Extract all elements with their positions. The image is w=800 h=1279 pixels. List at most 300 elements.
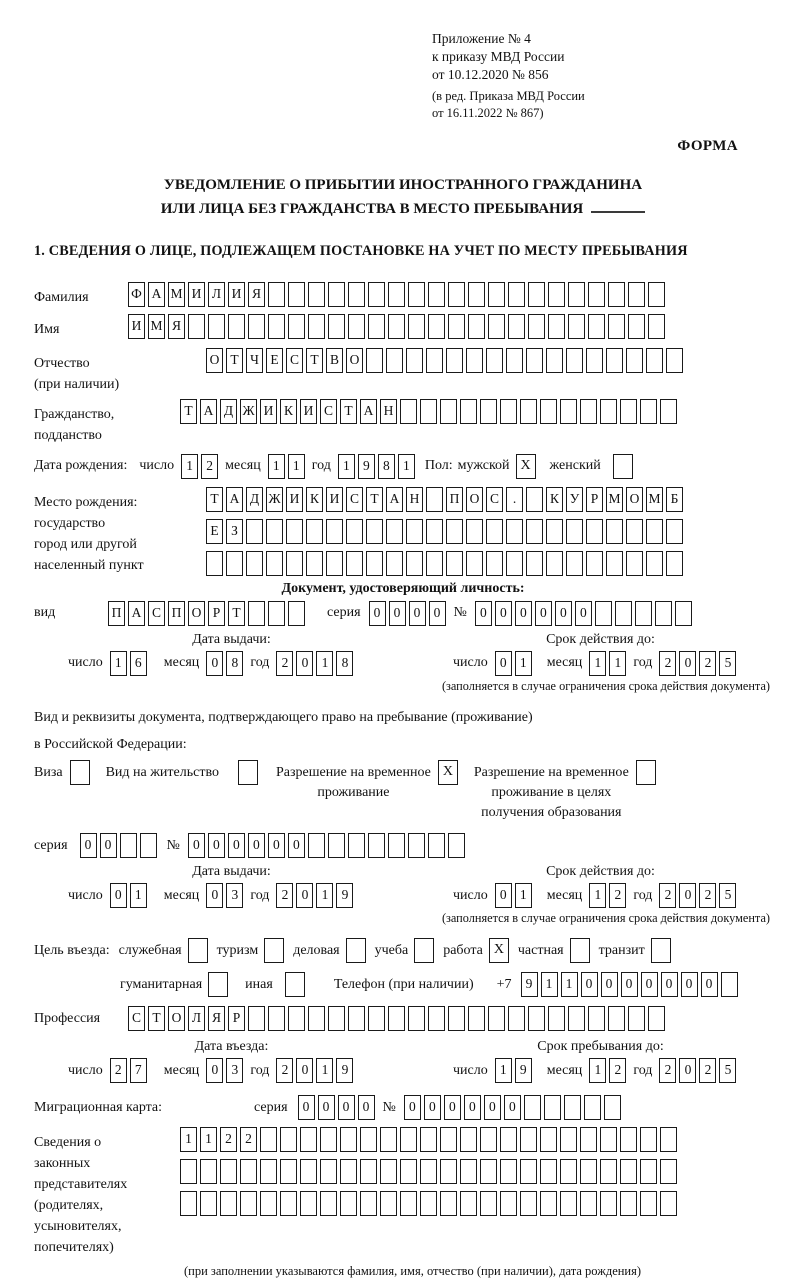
char-cell[interactable]: И xyxy=(128,314,145,339)
char-cell[interactable] xyxy=(240,1191,257,1216)
char-cell[interactable] xyxy=(448,314,465,339)
char-cell[interactable]: М xyxy=(168,282,185,307)
char-cell[interactable]: 3 xyxy=(226,883,243,908)
char-cell[interactable]: Ч xyxy=(246,348,263,373)
char-cell[interactable] xyxy=(226,551,243,576)
char-cell[interactable]: И xyxy=(286,487,303,512)
purpose-work-checkbox[interactable]: X xyxy=(489,938,509,963)
char-cell[interactable] xyxy=(626,519,643,544)
char-cell[interactable]: М xyxy=(646,487,663,512)
char-cell[interactable] xyxy=(466,551,483,576)
char-cell[interactable] xyxy=(584,1095,601,1120)
char-cell[interactable] xyxy=(588,282,605,307)
char-cell[interactable] xyxy=(620,1191,637,1216)
char-cell[interactable] xyxy=(440,1159,457,1184)
char-cell[interactable]: О xyxy=(206,348,223,373)
char-cell[interactable]: Р xyxy=(228,1006,245,1031)
char-cell[interactable] xyxy=(246,551,263,576)
char-cell[interactable]: С xyxy=(320,399,337,424)
char-cell[interactable]: 0 xyxy=(424,1095,441,1120)
char-cell[interactable] xyxy=(408,1006,425,1031)
char-cell[interactable]: О xyxy=(466,487,483,512)
char-cell[interactable] xyxy=(408,314,425,339)
char-cell[interactable]: 0 xyxy=(288,833,305,858)
char-cell[interactable] xyxy=(480,399,497,424)
char-cell[interactable]: 2 xyxy=(659,883,676,908)
char-cell[interactable]: 0 xyxy=(268,833,285,858)
char-cell[interactable] xyxy=(388,1006,405,1031)
char-cell[interactable]: 0 xyxy=(208,833,225,858)
char-cell[interactable] xyxy=(568,314,585,339)
char-cell[interactable] xyxy=(568,282,585,307)
char-cell[interactable] xyxy=(620,1159,637,1184)
char-cell[interactable]: 1 xyxy=(268,454,285,479)
char-cell[interactable]: 1 xyxy=(515,651,532,676)
char-cell[interactable]: А xyxy=(200,399,217,424)
char-cell[interactable]: В xyxy=(326,348,343,373)
char-cell[interactable] xyxy=(380,1159,397,1184)
char-cell[interactable] xyxy=(460,399,477,424)
char-cell[interactable] xyxy=(666,519,683,544)
char-cell[interactable]: 0 xyxy=(296,883,313,908)
char-cell[interactable] xyxy=(508,282,525,307)
char-cell[interactable] xyxy=(428,282,445,307)
char-cell[interactable] xyxy=(280,1191,297,1216)
char-cell[interactable]: 2 xyxy=(276,1058,293,1083)
char-cell[interactable] xyxy=(620,1127,637,1152)
char-cell[interactable] xyxy=(406,519,423,544)
char-cell[interactable] xyxy=(506,519,523,544)
char-cell[interactable]: 2 xyxy=(110,1058,127,1083)
char-cell[interactable] xyxy=(140,833,157,858)
char-cell[interactable]: 0 xyxy=(679,651,696,676)
purpose-commercial-checkbox[interactable] xyxy=(346,938,366,963)
char-cell[interactable] xyxy=(540,1191,557,1216)
char-cell[interactable]: 9 xyxy=(515,1058,532,1083)
char-cell[interactable]: 0 xyxy=(188,833,205,858)
char-cell[interactable] xyxy=(308,282,325,307)
char-cell[interactable] xyxy=(580,1159,597,1184)
char-cell[interactable] xyxy=(420,399,437,424)
char-cell[interactable] xyxy=(500,1159,517,1184)
char-cell[interactable]: 0 xyxy=(296,651,313,676)
char-cell[interactable] xyxy=(648,1006,665,1031)
char-cell[interactable]: С xyxy=(148,601,165,626)
char-cell[interactable] xyxy=(440,399,457,424)
char-cell[interactable] xyxy=(206,551,223,576)
char-cell[interactable]: 2 xyxy=(609,883,626,908)
char-cell[interactable] xyxy=(426,551,443,576)
char-cell[interactable]: О xyxy=(346,348,363,373)
visa-checkbox[interactable] xyxy=(70,760,90,785)
char-cell[interactable] xyxy=(564,1095,581,1120)
char-cell[interactable] xyxy=(595,601,612,626)
char-cell[interactable]: 1 xyxy=(338,454,355,479)
char-cell[interactable] xyxy=(640,1127,657,1152)
char-cell[interactable]: К xyxy=(280,399,297,424)
char-cell[interactable]: 6 xyxy=(130,651,147,676)
char-cell[interactable] xyxy=(346,551,363,576)
char-cell[interactable]: 5 xyxy=(719,651,736,676)
char-cell[interactable] xyxy=(560,1191,577,1216)
char-cell[interactable] xyxy=(606,348,623,373)
char-cell[interactable]: А xyxy=(226,487,243,512)
char-cell[interactable]: 8 xyxy=(226,651,243,676)
char-cell[interactable] xyxy=(500,1191,517,1216)
char-cell[interactable] xyxy=(248,601,265,626)
char-cell[interactable]: 1 xyxy=(398,454,415,479)
temp-residence-checkbox[interactable]: X xyxy=(438,760,458,785)
char-cell[interactable] xyxy=(326,551,343,576)
char-cell[interactable]: 2 xyxy=(699,1058,716,1083)
char-cell[interactable] xyxy=(520,1191,537,1216)
char-cell[interactable] xyxy=(420,1159,437,1184)
char-cell[interactable]: К xyxy=(306,487,323,512)
char-cell[interactable]: 1 xyxy=(609,651,626,676)
char-cell[interactable] xyxy=(320,1159,337,1184)
char-cell[interactable]: 0 xyxy=(228,833,245,858)
char-cell[interactable]: 9 xyxy=(336,1058,353,1083)
char-cell[interactable]: Н xyxy=(380,399,397,424)
char-cell[interactable] xyxy=(428,1006,445,1031)
char-cell[interactable] xyxy=(328,833,345,858)
char-cell[interactable] xyxy=(328,282,345,307)
char-cell[interactable]: Р xyxy=(208,601,225,626)
char-cell[interactable]: 0 xyxy=(641,972,658,997)
char-cell[interactable] xyxy=(380,1127,397,1152)
char-cell[interactable] xyxy=(386,551,403,576)
char-cell[interactable]: 0 xyxy=(581,972,598,997)
char-cell[interactable]: 0 xyxy=(298,1095,315,1120)
char-cell[interactable] xyxy=(600,1191,617,1216)
char-cell[interactable] xyxy=(248,1006,265,1031)
char-cell[interactable] xyxy=(426,348,443,373)
char-cell[interactable] xyxy=(480,1127,497,1152)
char-cell[interactable]: 0 xyxy=(206,1058,223,1083)
char-cell[interactable] xyxy=(646,519,663,544)
char-cell[interactable] xyxy=(286,551,303,576)
char-cell[interactable] xyxy=(348,282,365,307)
char-cell[interactable] xyxy=(328,314,345,339)
char-cell[interactable] xyxy=(286,519,303,544)
char-cell[interactable]: 1 xyxy=(316,883,333,908)
char-cell[interactable] xyxy=(488,314,505,339)
char-cell[interactable] xyxy=(460,1127,477,1152)
char-cell[interactable] xyxy=(675,601,692,626)
char-cell[interactable]: П xyxy=(108,601,125,626)
purpose-transit-checkbox[interactable] xyxy=(651,938,671,963)
char-cell[interactable] xyxy=(460,1159,477,1184)
char-cell[interactable] xyxy=(326,519,343,544)
char-cell[interactable]: 0 xyxy=(369,601,386,626)
char-cell[interactable] xyxy=(386,348,403,373)
char-cell[interactable] xyxy=(526,348,543,373)
char-cell[interactable] xyxy=(440,1127,457,1152)
char-cell[interactable]: С xyxy=(128,1006,145,1031)
char-cell[interactable]: 0 xyxy=(661,972,678,997)
purpose-other-checkbox[interactable] xyxy=(285,972,305,997)
char-cell[interactable]: Ж xyxy=(240,399,257,424)
char-cell[interactable] xyxy=(600,1159,617,1184)
male-checkbox[interactable]: X xyxy=(516,454,536,479)
char-cell[interactable] xyxy=(446,348,463,373)
char-cell[interactable]: 0 xyxy=(535,601,552,626)
char-cell[interactable]: 1 xyxy=(316,1058,333,1083)
char-cell[interactable]: 9 xyxy=(336,883,353,908)
purpose-tourism-checkbox[interactable] xyxy=(264,938,284,963)
char-cell[interactable]: 2 xyxy=(659,651,676,676)
char-cell[interactable] xyxy=(468,282,485,307)
char-cell[interactable] xyxy=(368,1006,385,1031)
char-cell[interactable] xyxy=(526,519,543,544)
char-cell[interactable] xyxy=(506,348,523,373)
char-cell[interactable] xyxy=(280,1159,297,1184)
char-cell[interactable]: 0 xyxy=(444,1095,461,1120)
char-cell[interactable]: Н xyxy=(406,487,423,512)
char-cell[interactable] xyxy=(360,1127,377,1152)
char-cell[interactable]: 0 xyxy=(110,883,127,908)
char-cell[interactable]: 0 xyxy=(515,601,532,626)
char-cell[interactable]: Т xyxy=(228,601,245,626)
char-cell[interactable] xyxy=(346,519,363,544)
char-cell[interactable] xyxy=(626,348,643,373)
char-cell[interactable] xyxy=(500,399,517,424)
char-cell[interactable] xyxy=(660,1191,677,1216)
char-cell[interactable]: У xyxy=(566,487,583,512)
char-cell[interactable] xyxy=(508,314,525,339)
char-cell[interactable]: 0 xyxy=(100,833,117,858)
char-cell[interactable]: 2 xyxy=(699,651,716,676)
char-cell[interactable]: С xyxy=(346,487,363,512)
char-cell[interactable] xyxy=(646,348,663,373)
char-cell[interactable] xyxy=(400,1191,417,1216)
char-cell[interactable] xyxy=(486,519,503,544)
char-cell[interactable] xyxy=(586,519,603,544)
char-cell[interactable] xyxy=(348,1006,365,1031)
char-cell[interactable] xyxy=(340,1127,357,1152)
char-cell[interactable] xyxy=(288,1006,305,1031)
char-cell[interactable]: С xyxy=(286,348,303,373)
char-cell[interactable] xyxy=(306,519,323,544)
char-cell[interactable] xyxy=(120,833,137,858)
char-cell[interactable] xyxy=(268,282,285,307)
char-cell[interactable] xyxy=(660,1159,677,1184)
char-cell[interactable] xyxy=(480,1159,497,1184)
char-cell[interactable]: 5 xyxy=(719,1058,736,1083)
char-cell[interactable] xyxy=(388,282,405,307)
char-cell[interactable] xyxy=(640,399,657,424)
char-cell[interactable]: 0 xyxy=(404,1095,421,1120)
female-checkbox[interactable] xyxy=(613,454,633,479)
char-cell[interactable] xyxy=(468,1006,485,1031)
char-cell[interactable] xyxy=(568,1006,585,1031)
char-cell[interactable] xyxy=(426,487,443,512)
char-cell[interactable] xyxy=(348,833,365,858)
char-cell[interactable] xyxy=(188,314,205,339)
char-cell[interactable]: Я xyxy=(168,314,185,339)
char-cell[interactable] xyxy=(340,1191,357,1216)
char-cell[interactable]: 5 xyxy=(719,883,736,908)
char-cell[interactable]: 0 xyxy=(495,651,512,676)
char-cell[interactable] xyxy=(640,1159,657,1184)
char-cell[interactable]: 1 xyxy=(589,651,606,676)
char-cell[interactable] xyxy=(546,348,563,373)
char-cell[interactable] xyxy=(520,399,537,424)
char-cell[interactable]: М xyxy=(606,487,623,512)
purpose-business-checkbox[interactable] xyxy=(188,938,208,963)
char-cell[interactable] xyxy=(500,1127,517,1152)
char-cell[interactable] xyxy=(428,314,445,339)
char-cell[interactable]: Д xyxy=(220,399,237,424)
char-cell[interactable] xyxy=(506,551,523,576)
char-cell[interactable] xyxy=(260,1191,277,1216)
char-cell[interactable] xyxy=(228,314,245,339)
char-cell[interactable]: 2 xyxy=(609,1058,626,1083)
char-cell[interactable] xyxy=(260,1159,277,1184)
char-cell[interactable] xyxy=(586,551,603,576)
char-cell[interactable] xyxy=(721,972,738,997)
char-cell[interactable]: Р xyxy=(586,487,603,512)
purpose-humanitarian-checkbox[interactable] xyxy=(208,972,228,997)
char-cell[interactable]: 9 xyxy=(358,454,375,479)
char-cell[interactable] xyxy=(588,1006,605,1031)
char-cell[interactable] xyxy=(288,601,305,626)
char-cell[interactable] xyxy=(626,551,643,576)
char-cell[interactable] xyxy=(200,1159,217,1184)
char-cell[interactable] xyxy=(526,487,543,512)
char-cell[interactable] xyxy=(468,314,485,339)
char-cell[interactable]: . xyxy=(506,487,523,512)
char-cell[interactable] xyxy=(560,399,577,424)
char-cell[interactable] xyxy=(266,519,283,544)
char-cell[interactable]: 2 xyxy=(276,651,293,676)
char-cell[interactable] xyxy=(406,551,423,576)
char-cell[interactable]: Т xyxy=(206,487,223,512)
char-cell[interactable] xyxy=(368,314,385,339)
char-cell[interactable] xyxy=(260,1127,277,1152)
char-cell[interactable] xyxy=(388,314,405,339)
char-cell[interactable] xyxy=(604,1095,621,1120)
purpose-study-checkbox[interactable] xyxy=(414,938,434,963)
char-cell[interactable] xyxy=(368,282,385,307)
char-cell[interactable]: 8 xyxy=(378,454,395,479)
char-cell[interactable]: 0 xyxy=(296,1058,313,1083)
char-cell[interactable] xyxy=(586,348,603,373)
char-cell[interactable] xyxy=(615,601,632,626)
char-cell[interactable]: 0 xyxy=(679,883,696,908)
char-cell[interactable] xyxy=(426,519,443,544)
char-cell[interactable]: И xyxy=(300,399,317,424)
char-cell[interactable] xyxy=(340,1159,357,1184)
char-cell[interactable]: Ж xyxy=(266,487,283,512)
char-cell[interactable]: 0 xyxy=(504,1095,521,1120)
char-cell[interactable]: 0 xyxy=(389,601,406,626)
char-cell[interactable] xyxy=(446,519,463,544)
char-cell[interactable] xyxy=(466,519,483,544)
char-cell[interactable] xyxy=(360,1159,377,1184)
char-cell[interactable]: З xyxy=(226,519,243,544)
char-cell[interactable]: Л xyxy=(188,1006,205,1031)
char-cell[interactable] xyxy=(540,1127,557,1152)
char-cell[interactable] xyxy=(328,1006,345,1031)
char-cell[interactable] xyxy=(300,1127,317,1152)
char-cell[interactable] xyxy=(268,601,285,626)
char-cell[interactable] xyxy=(388,833,405,858)
char-cell[interactable] xyxy=(486,551,503,576)
char-cell[interactable]: 0 xyxy=(248,833,265,858)
char-cell[interactable] xyxy=(420,1127,437,1152)
char-cell[interactable] xyxy=(366,519,383,544)
char-cell[interactable] xyxy=(320,1127,337,1152)
char-cell[interactable]: И xyxy=(188,282,205,307)
char-cell[interactable]: 0 xyxy=(495,883,512,908)
char-cell[interactable]: 2 xyxy=(699,883,716,908)
char-cell[interactable]: 2 xyxy=(276,883,293,908)
char-cell[interactable] xyxy=(266,551,283,576)
char-cell[interactable] xyxy=(548,282,565,307)
char-cell[interactable] xyxy=(606,519,623,544)
char-cell[interactable] xyxy=(546,519,563,544)
char-cell[interactable] xyxy=(646,551,663,576)
char-cell[interactable]: 1 xyxy=(589,883,606,908)
char-cell[interactable]: 9 xyxy=(521,972,538,997)
char-cell[interactable] xyxy=(386,519,403,544)
char-cell[interactable] xyxy=(446,551,463,576)
char-cell[interactable]: 1 xyxy=(110,651,127,676)
char-cell[interactable]: 3 xyxy=(226,1058,243,1083)
temp-residence-education-checkbox[interactable] xyxy=(636,760,656,785)
char-cell[interactable]: К xyxy=(546,487,563,512)
char-cell[interactable] xyxy=(608,1006,625,1031)
char-cell[interactable] xyxy=(648,314,665,339)
char-cell[interactable]: 1 xyxy=(589,1058,606,1083)
char-cell[interactable] xyxy=(640,1191,657,1216)
char-cell[interactable] xyxy=(308,314,325,339)
char-cell[interactable]: О xyxy=(168,1006,185,1031)
char-cell[interactable]: 0 xyxy=(429,601,446,626)
char-cell[interactable] xyxy=(400,399,417,424)
char-cell[interactable] xyxy=(348,314,365,339)
char-cell[interactable] xyxy=(588,314,605,339)
char-cell[interactable]: Е xyxy=(206,519,223,544)
char-cell[interactable]: П xyxy=(446,487,463,512)
char-cell[interactable] xyxy=(366,551,383,576)
char-cell[interactable] xyxy=(486,348,503,373)
char-cell[interactable]: 0 xyxy=(575,601,592,626)
char-cell[interactable] xyxy=(360,1191,377,1216)
purpose-private-checkbox[interactable] xyxy=(570,938,590,963)
char-cell[interactable]: 0 xyxy=(206,651,223,676)
char-cell[interactable] xyxy=(280,1127,297,1152)
char-cell[interactable] xyxy=(528,314,545,339)
char-cell[interactable] xyxy=(648,282,665,307)
char-cell[interactable] xyxy=(580,1191,597,1216)
char-cell[interactable]: П xyxy=(168,601,185,626)
char-cell[interactable]: Я xyxy=(248,282,265,307)
char-cell[interactable]: 2 xyxy=(220,1127,237,1152)
char-cell[interactable]: М xyxy=(148,314,165,339)
char-cell[interactable]: 1 xyxy=(515,883,532,908)
char-cell[interactable] xyxy=(466,348,483,373)
char-cell[interactable]: 0 xyxy=(601,972,618,997)
char-cell[interactable] xyxy=(248,314,265,339)
char-cell[interactable] xyxy=(308,1006,325,1031)
char-cell[interactable] xyxy=(544,1095,561,1120)
char-cell[interactable]: Т xyxy=(226,348,243,373)
char-cell[interactable] xyxy=(655,601,672,626)
char-cell[interactable]: 1 xyxy=(316,651,333,676)
char-cell[interactable]: Б xyxy=(666,487,683,512)
